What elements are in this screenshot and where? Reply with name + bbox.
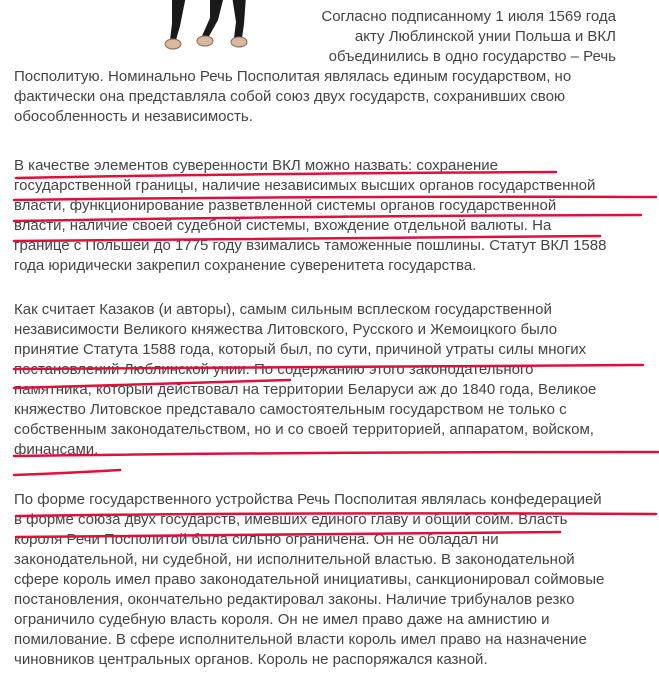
paragraph-line: постановлений Люблинской унии. По содержанию этого законодательного [14,361,534,378]
paragraph-line: государственной границы, наличие независимых высших органов государственной [14,177,596,194]
paragraph-line: года юридически закрепил сохранение суверенитета государства. [14,257,477,274]
paragraph-line: чиновников центральных органов. Король не распоряжался казной. [14,651,488,668]
paragraph-line: Посполитую. Номинально Речь Посполитая являлась единым государством, но [14,68,572,85]
paragraph-line: собственным законодательством, но и со своей территорией, аппаратом, войском, [14,421,594,438]
paragraph-line: Как считает Казаков (и авторы), самым сильным всплеском государственной [14,301,552,318]
paragraph-line: законодательной, ни судебной, ни исполнительной властью. В законодательной [14,551,575,568]
underline-stroke [14,470,120,475]
paragraph-line: фактически она представляла собой союз двух государств, сохранивших свою [14,88,566,105]
paragraph-2 [14,156,606,276]
paragraph-line: власти, функционирование разветвленной системы органов государственной [14,197,557,214]
paragraph-line: постановления, окончательно редактировал законы. Наличие трибуналов резко [14,591,575,608]
paragraph-line: Согласно подписанному 1 июля 1569 года [321,8,616,25]
paragraph-1 [14,7,640,127]
paragraph-line: ограничило судебную власть короля. Он не имел право даже на амнистию и [14,611,550,628]
paragraph-line: финансами. [14,441,99,458]
paragraph-line: акту Люблинской унии Польша и ВКЛ [354,28,616,45]
paragraph-line: принятие Статута 1588 года, который был, по сути, причиной утраты силы многих [14,341,587,358]
paragraph-line: сфере король имел право законодательной инициативы, санкционировал соймовые [14,571,605,588]
paragraph-line: границе с Польшей до 1775 году взимались таможенные пошлины. Статут ВКЛ 1588 [14,237,607,254]
paragraph-line: короля Речи Посполитой была сильно ограничена. Он не обладал ни [14,531,499,548]
paragraph-line: помилование. В сфере исполнительной власти король имел право на назначение [14,631,587,648]
paragraph-line: независимости Великого княжества Литовского, Русского и Жемоицкого было [14,321,558,338]
paragraph-line: памятника, который действовал на территории Беларуси аж до 1840 года, Великое [14,381,597,398]
paragraph-4 [14,490,604,670]
paragraph-line: власти, наличие своей судебной системы, вхождение отдельной валюты. На [14,217,552,234]
paragraph-line: обособленность и независимость. [14,108,253,125]
paragraph-line: В качестве элементов суверенности ВКЛ можно назвать: сохранение [14,157,498,174]
paragraph-line: княжество Литовское представало самостоятельным государством не только с [14,401,567,418]
paragraph-line: По форме государственного устройства Речь Посполитая являлась конфедерацией [14,491,602,508]
paragraph-line: объединились в одно государство – Речь [328,48,616,65]
paragraph-line: в форме союза двух государств, имевших единого главу и общий сойм. Власть [14,511,568,528]
paragraph-3 [14,300,596,460]
